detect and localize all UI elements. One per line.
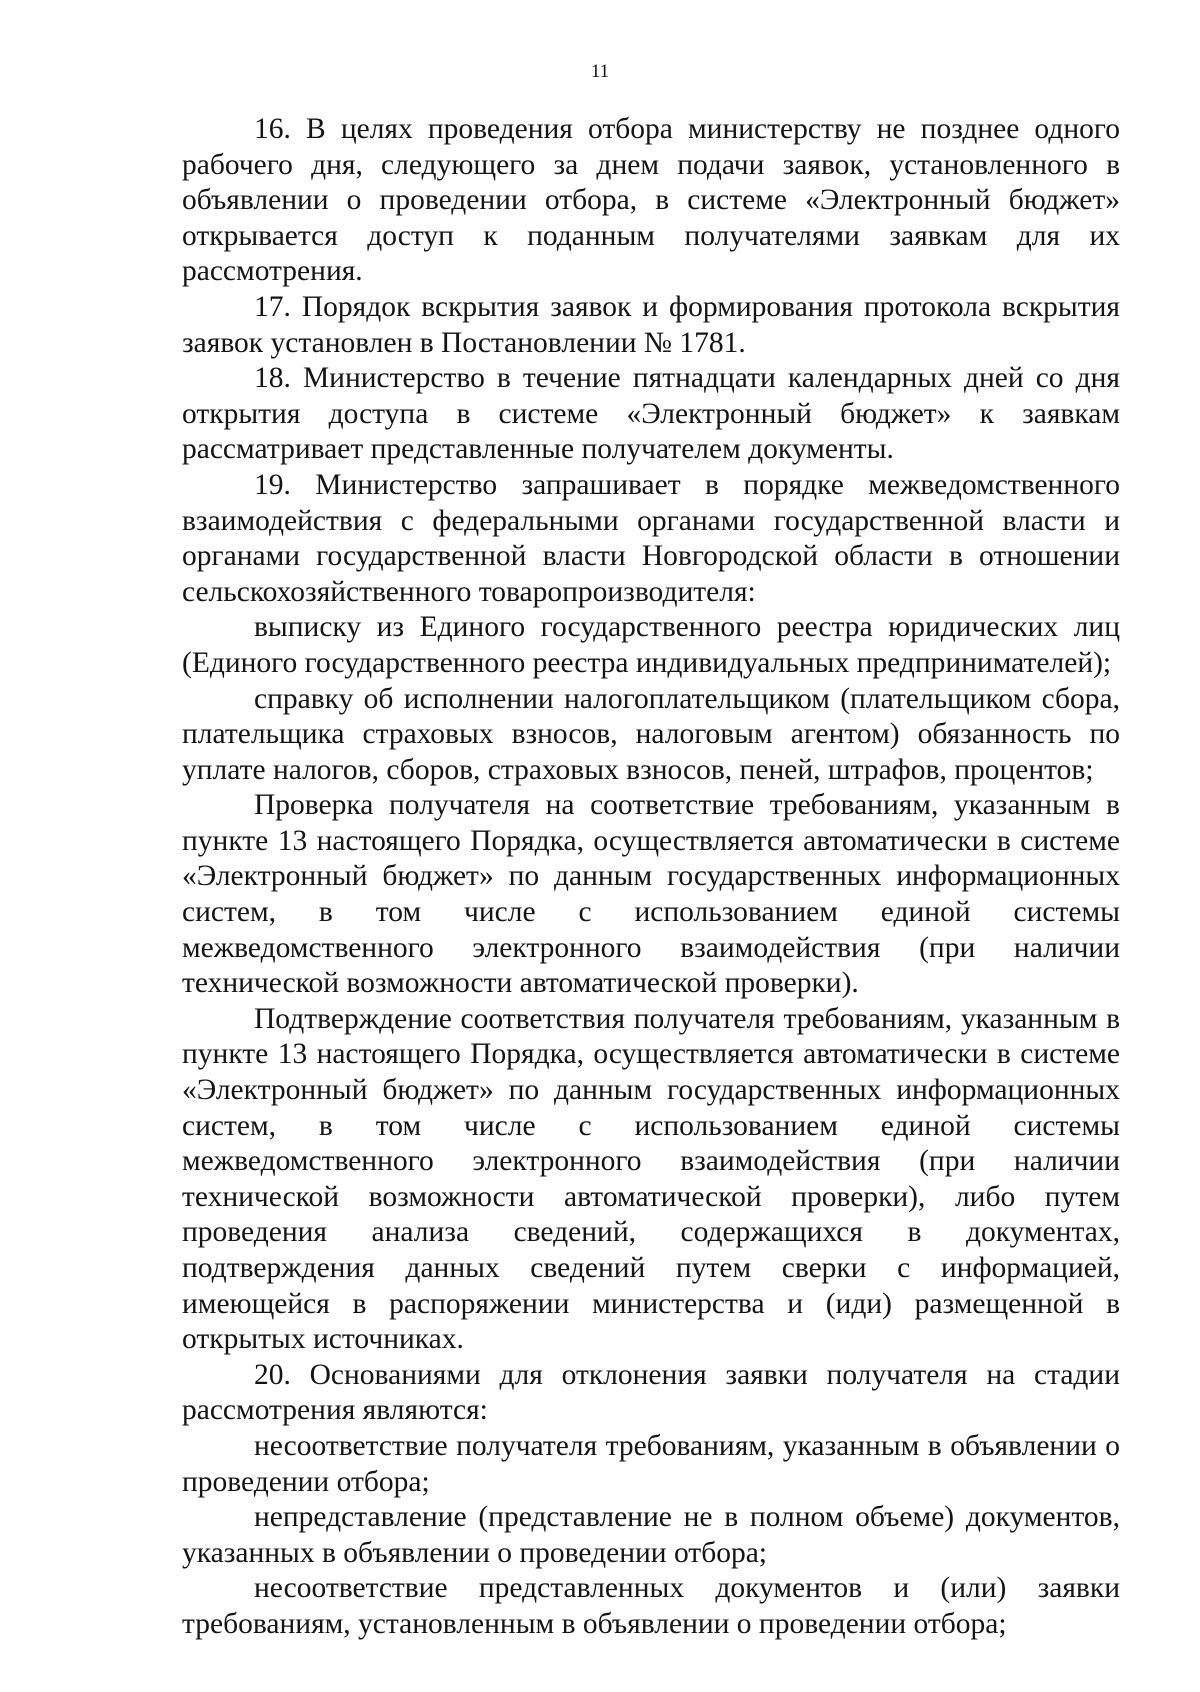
list-item-egrul-extract: выписку из Единого государственного реестра юридических лиц (Единого государственного реестра индивидуальных предпринимателей); xyxy=(182,611,1120,679)
paragraph-automatic-check: Проверка получателя на соответствие требованиям, указанным в пункте 13 настоящего Порядка, осуществляется автоматически в системе «Электронный бюджет» по данным государственных информационных систем, в том числе с использованием единой системы межведомственного электронного взаимодействия (при наличии технической возможности автоматической проверки). xyxy=(182,789,1120,1000)
paragraph-17: 17. Порядок вскрытия заявок и формирования протокола вскрытия заявок установлен в Постановлении № 1781. xyxy=(182,290,1120,359)
paragraph-compliance-confirmation: Подтверждение соответствия получателя требованиям, указанным в пункте 13 настоящего Порядка, осуществляется автоматически в системе «Электронный бюджет» по данным государственных информационных систем, в том числе с использованием единой системы межведомственного электронного взаимодействия (при наличии технической возможности автоматической проверки), либо путем проведения анализа сведений, содержащихся в документах, подтверждения данных сведений путем сверки с информацией, имеющейся в распоряжении министерства и (иди) размещенной в открытых источниках. xyxy=(182,1002,1120,1356)
page-number: 11 xyxy=(590,61,610,82)
list-item-rejection-nonconforming-documents: несоответствие представленных документов и (или) заявки требованиям, установленным в объявлении о проведении отбора; xyxy=(182,1572,1120,1640)
document-body xyxy=(182,112,1120,1643)
list-item-rejection-missing-documents: непредставление (представление не в полном объеме) документов, указанных в объявлении о проведении отбора; xyxy=(182,1501,1120,1569)
list-item-rejection-requirements: несоответствие получателя требованиям, указанным в объявлении о проведении отбора; xyxy=(182,1429,1120,1498)
paragraph-16: 16. В целях проведения отбора министерству не позднее одного рабочего дня, следующего за днем подачи заявок, установленного в объявлении о проведении отбора, в системе «Электронный бюджет» открывается доступ к поданным получателями заявкам для их рассмотрения. xyxy=(182,113,1120,288)
paragraph-20: 20. Основаниями для отклонения заявки получателя на стадии рассмотрения являются: xyxy=(182,1358,1120,1427)
paragraph-18: 18. Министерство в течение пятнадцати календарных дней со дня открытия доступа в системе «Электронный бюджет» к заявкам рассматривает представленные получателем документы. xyxy=(182,362,1120,466)
paragraph-19: 19. Министерство запрашивает в порядке межведомственного взаимодействия с федеральными органами государственной власти и органами государственной власти Новгородской области в отношении сельскохозяйственного товаропроизводителя: xyxy=(182,468,1120,608)
list-item-tax-certificate: справку об исполнении налогоплательщиком (плательщиком сбора, плательщика страховых взносов, налоговым агентом) обязанность по уплате налогов, сборов, страховых взносов, пеней, штрафов, процентов; xyxy=(182,682,1120,786)
